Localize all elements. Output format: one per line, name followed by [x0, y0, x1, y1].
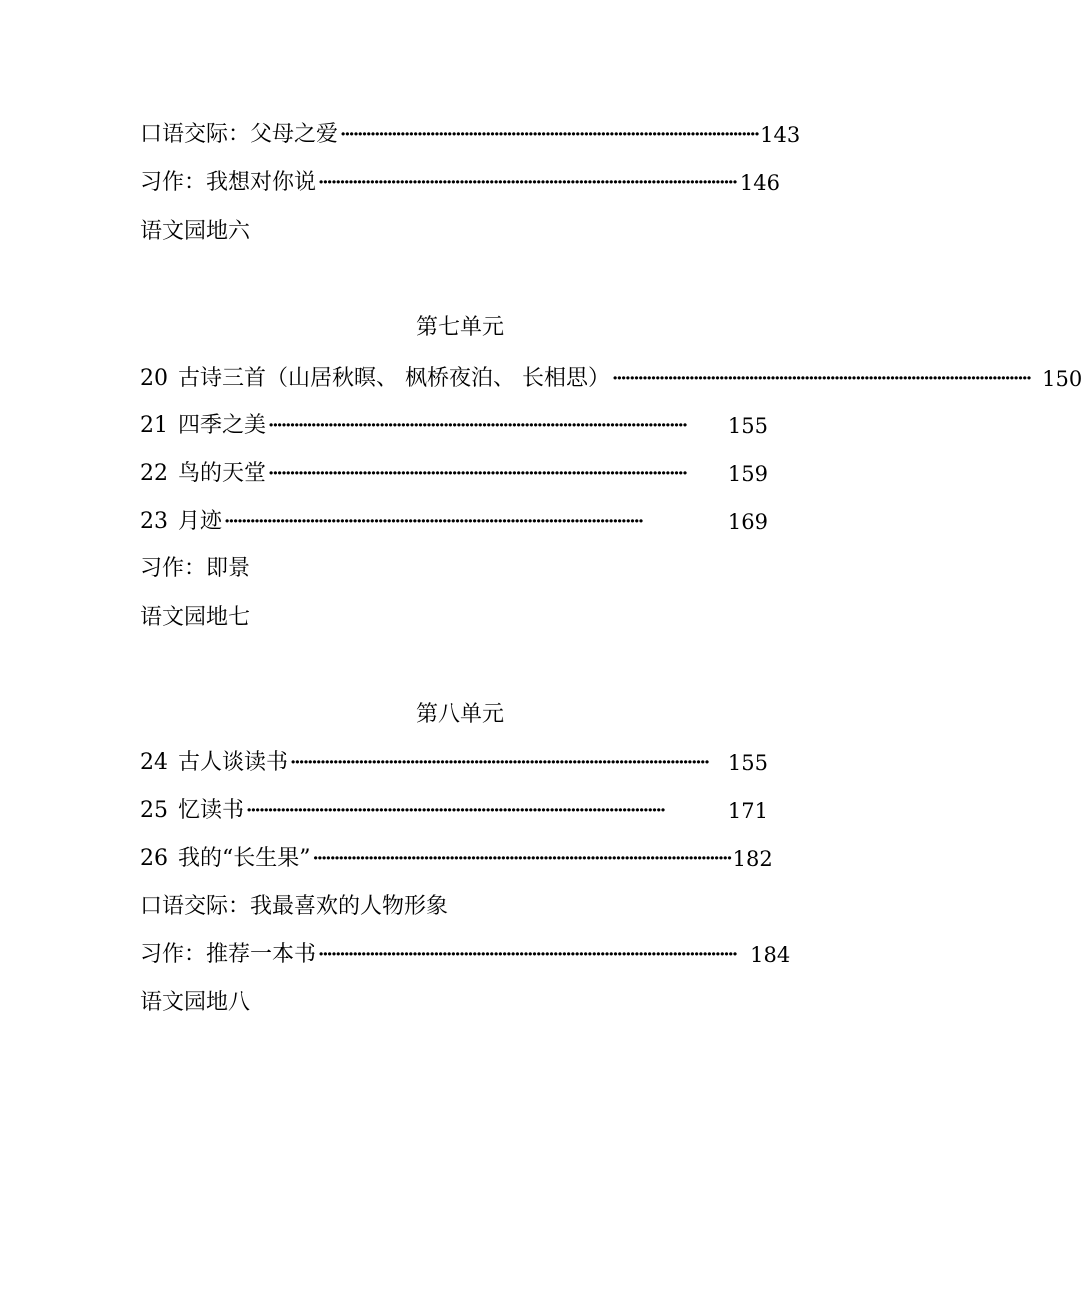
toc-entry-page: 155: [727, 751, 768, 775]
toc-entry-title: 习作：我想对你说: [140, 170, 317, 195]
lesson-number: 24: [140, 750, 168, 775]
toc-entry-page: 169: [727, 510, 768, 534]
toc-entry: [140, 844, 773, 874]
toc-entry: [140, 459, 768, 489]
dot-leader: ··································································································: [318, 944, 737, 965]
toc-entry: [140, 940, 791, 970]
toc-entry: [140, 168, 780, 198]
dot-leader: ··································································································: [340, 124, 759, 145]
dot-leader: ··································································································: [246, 800, 665, 821]
toc-entry: [140, 748, 768, 778]
lesson-number: 21: [140, 413, 168, 438]
lesson-number: 25: [140, 798, 168, 823]
toc-entry-page: 171: [727, 799, 768, 823]
toc-garden-eight: 语文园地八: [140, 990, 251, 1015]
toc-entry: [140, 507, 768, 537]
lesson-number: 20: [140, 366, 168, 391]
unit-heading-eight: 第八单元: [415, 702, 504, 727]
dot-leader: ··································································································: [312, 848, 731, 869]
toc-garden-six: 语文园地六: [140, 219, 251, 244]
lesson-number: 26: [140, 846, 168, 871]
toc-entry-page: 182: [732, 847, 773, 871]
toc-entry: [140, 364, 1082, 394]
lesson-number: 22: [140, 461, 168, 486]
toc-oral-eight: 口语交际：我最喜欢的人物形象: [140, 894, 449, 919]
dot-leader: ··································································································: [268, 463, 687, 484]
toc-entry-title: 我的“长生果”: [178, 846, 311, 871]
toc-entry-title: 鸟的天堂: [178, 461, 267, 486]
dot-leader: ··································································································: [268, 415, 687, 436]
toc-entry: [140, 120, 801, 150]
dot-leader: ··································································································: [318, 172, 737, 193]
lesson-number: 23: [140, 509, 168, 534]
toc-entry-title: 古人谈读书: [178, 750, 289, 775]
toc-entry-title: 忆读书: [178, 798, 245, 823]
toc-entry-page: 150: [1042, 367, 1082, 391]
toc-entry-title: 古诗三首（山居秋暝、 枫桥夜泊、 长相思）: [178, 366, 610, 391]
dot-leader: ··································································································: [612, 368, 1031, 389]
unit-heading-seven: 第七单元: [415, 315, 504, 340]
toc-entry-page: 184: [750, 943, 791, 967]
toc-writing-seven: 习作：即景: [140, 556, 251, 581]
dot-leader: ··································································································: [224, 511, 643, 532]
toc-garden-seven: 语文园地七: [140, 605, 251, 630]
toc-entry-page: 143: [760, 123, 801, 147]
toc-entry-title: 四季之美: [178, 413, 267, 438]
toc-entry: [140, 411, 768, 441]
toc-entry-page: 159: [727, 462, 768, 486]
toc-entry: [140, 796, 768, 826]
toc-entry-title: 口语交际：父母之爱: [140, 122, 339, 147]
toc-entry-page: 155: [727, 414, 768, 438]
toc-entry-page: 146: [739, 171, 780, 195]
toc-entry-title: 习作：推荐一本书: [140, 942, 317, 967]
toc-entry-title: 月迹: [178, 509, 223, 534]
dot-leader: ··································································································: [290, 752, 709, 773]
